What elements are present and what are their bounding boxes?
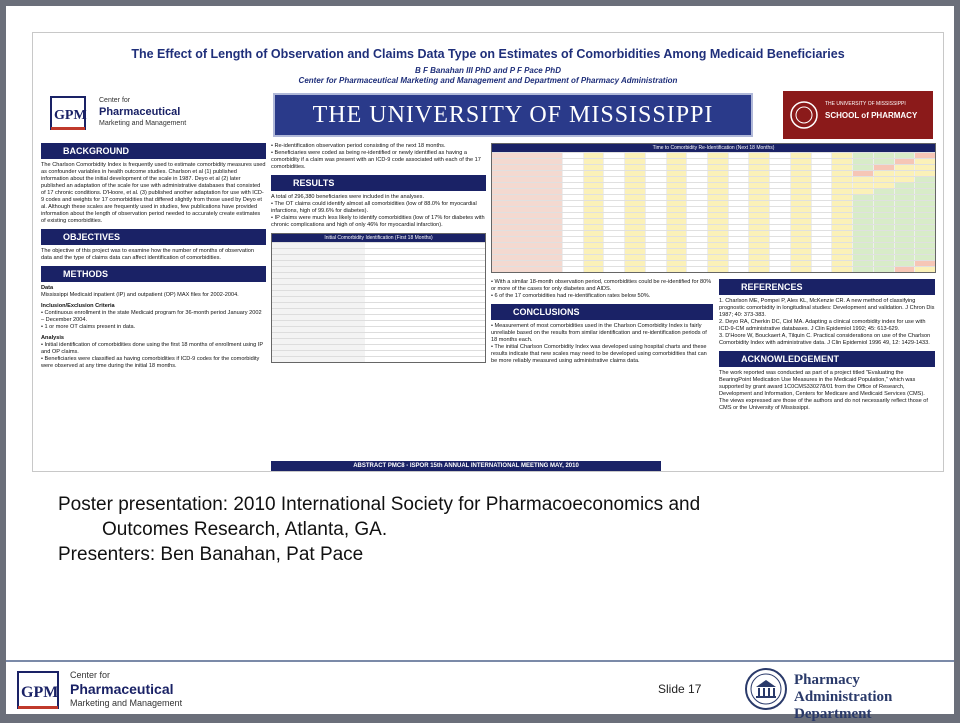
seal-icon — [789, 100, 819, 130]
methods-analysis: Analysis • Initial identification of comorbidities done using the first 18 months of enrollment using IP and OP claims. • Beneficiaries were classified as having comorbidities if ICD-9 codes for the comorbidity were observed at any time during the initial 18 months. — [41, 335, 263, 369]
slide-caption — [58, 492, 918, 567]
footer-logo-line2: Pharmaceutical — [70, 681, 174, 697]
conclusions-heading: CONCLUSIONS — [491, 304, 713, 320]
poster-column-1 — [41, 143, 266, 374]
table-row — [272, 260, 485, 266]
reidentification-table — [491, 143, 936, 273]
table-row — [492, 188, 935, 194]
poster-affiliation: Center for Pharmaceutical Marketing and Management and Department of Pharmacy Administration — [298, 76, 678, 85]
table-row — [492, 266, 935, 272]
table-row — [492, 152, 935, 158]
poster-column-3 — [491, 143, 936, 416]
table-row — [492, 242, 935, 248]
references-text: 1. Charlson ME, Pompei P, Ales KL, McKenzie CR. A new method of classifying prognostic comorbidity in longitudinal studies: Development and validation. J Chron Dis 1987; 40: 373-383. 2. Deyo RA, Cherkin DC, Ciol MA. Adapting a clinical comorbidity index for use with ICD-9-CM administrative databases. J Clin Epidemiol 1992; 45: 613-629. 3. D'Hoore W, Bouckaert A, Tilquin C. Practical considerations on use of the Charlson Comorbidity Index with administrative data. J Clin Epidemiol 1996 49, 12: 1429-1433. — [719, 298, 935, 346]
footer-logo-line1: Center for — [70, 670, 111, 680]
abstract-bar: ABSTRACT PMC8 - ISPOR 15th ANNUAL INTERNATIONAL MEETING MAY, 2010 — [271, 461, 661, 471]
acknowledgement-text: The work reported was conducted as part of a project titled "Evaluating the BearingPoint Medication Use Measures in the Medicaid Population," which was supported by grant award 1C0CMS330278/01 from the Office of Research, Development and Information, Centers for Medicare and Medicaid Services (CMS). The views expressed are those of the authors and do not necessarily reflect those of CMS or the University of Mississippi. — [719, 370, 928, 411]
table-row — [492, 230, 935, 236]
university-banner-text: THE UNIVERSITY OF MISSISSIPPI — [312, 102, 714, 128]
svg-text:GPM: GPM — [21, 684, 59, 701]
table-row — [492, 236, 935, 242]
table-row — [272, 356, 485, 362]
table-row — [492, 176, 935, 182]
building-seal-icon — [744, 667, 788, 711]
table-row — [492, 248, 935, 254]
caption-line-1: Poster presentation: 2010 International Society for Pharmacoeconomics and — [58, 494, 701, 515]
table-row — [272, 284, 485, 290]
table-row — [272, 314, 485, 320]
university-banner — [273, 93, 753, 137]
caption-line-2: Outcomes Research, Atlanta, GA. — [102, 519, 388, 540]
logo-right-line1: THE UNIVERSITY OF MISSISSIPPI — [825, 101, 906, 107]
table-row — [272, 338, 485, 344]
poster-cpmm-logo — [49, 91, 239, 141]
footer-logo-line3: Marketing and Management — [70, 698, 183, 708]
dept-line-2: Department — [794, 706, 872, 722]
dept-line-1: Pharmacy Administration — [794, 672, 893, 705]
initial-table-title: Initial Comorbidity Identification (First 18 Months) — [272, 234, 485, 242]
table-row — [272, 254, 485, 260]
logo-right-line2: SCHOOL of PHARMACY — [825, 111, 918, 120]
col3-bullets: • With a similar 18-month observation period, comorbidities could be re-identified for 80% or more of the cases for only diabetes and AIDS. • 6 of the 17 comorbidities had re-identification rates below 50%. — [491, 279, 712, 299]
table-row — [272, 242, 485, 248]
initial-identification-table — [271, 233, 486, 363]
table-row — [272, 302, 485, 308]
poster-column-2 — [271, 143, 486, 366]
table-row — [492, 212, 935, 218]
methods-criteria: Inclusion/Exclusion Criteria • Continuous enrollment in the state Medicaid program for 36-month period January 2002 – December 2004. • 1 or more OT claims present in data. — [41, 303, 262, 330]
results-heading: RESULTS — [271, 175, 486, 191]
cpmm-mark-icon — [16, 668, 62, 712]
results-text: A total of 296,380 beneficiaries were included in the analyses. • The OT claims could identify almost all comorbidities (low of 88.0% for myocardial infarctions, high of 99.6% for diabetes). • IP claims were much less likely to identify comorbidities (low of 17% for diabetes with chronic complications and high of only 46% for myocardial infarction). — [271, 194, 485, 228]
table-row — [492, 218, 935, 224]
methods-heading: METHODS — [41, 266, 266, 282]
table-row — [272, 278, 485, 284]
references-heading: REFERENCES — [719, 279, 935, 295]
school-of-pharmacy-logo — [783, 91, 933, 139]
objectives-heading: OBJECTIVES — [41, 229, 266, 245]
poster-title: The Effect of Length of Observation and Claims Data Type on Estimates of Comorbidities Among Medicaid Beneficiaries — [131, 47, 845, 61]
table-row — [272, 266, 485, 272]
table-row — [492, 170, 935, 176]
pharmacy-administration-logo — [744, 666, 950, 722]
table-row — [492, 194, 935, 200]
reid-table-title: Time to Comorbidity Re-Identification (Next 18 Months) — [492, 144, 935, 152]
col2-intro: • Re-identification observation period consisting of the next 18 months. • Beneficiaries were coded as being re-identified or newly identified as having a comorbidity if a claim was present with an ICD-9 code associated with each of the 17 comorbidities. — [271, 143, 481, 170]
methods-data: Data Mississippi Medicaid inpatient (IP) and outpatient (OP) MAX files for 2002-2004. — [41, 285, 239, 298]
table-row — [272, 326, 485, 332]
table-row — [272, 308, 485, 314]
logo-line1: Center for — [99, 97, 131, 104]
slide — [6, 6, 954, 722]
objectives-text: The objective of this project was to examine how the number of months of observation data and the type of claims data can affect identification of comorbidities. — [41, 248, 254, 261]
table-row — [492, 254, 935, 260]
footer-cpmm-logo — [16, 668, 216, 712]
table-row — [272, 296, 485, 302]
table-row — [272, 350, 485, 356]
table-row — [492, 260, 935, 266]
table-row — [272, 344, 485, 350]
table-row — [272, 248, 485, 254]
cpmm-mark-icon — [49, 91, 89, 135]
caption-line-3: Presenters: Ben Banahan, Pat Pace — [58, 544, 364, 565]
table-row — [272, 290, 485, 296]
svg-text:GPM: GPM — [54, 108, 87, 123]
acknowledgement-heading: ACKNOWLEDGEMENT — [719, 351, 935, 367]
table-row — [492, 158, 935, 164]
background-heading: BACKGROUND — [41, 143, 266, 159]
table-row — [272, 332, 485, 338]
table-row — [492, 224, 935, 230]
table-row — [492, 182, 935, 188]
logo-line3: Marketing and Management — [99, 120, 187, 127]
table-row — [492, 206, 935, 212]
table-row — [492, 200, 935, 206]
table-row — [272, 320, 485, 326]
conclusions-text: • Measurement of most comorbidities used in the Charlson Comorbidity Index is fairly unreliable based on the results from similar identification and re-identification periods of 18 months each. • The initial Charlson Comorbidity Index was developed using hospital charts and these results indicate that new scales may need to be developed using comorbidities that can be more reliably measured using administrative claims data. — [491, 323, 707, 364]
footer-rule — [6, 660, 954, 662]
poster-image — [32, 32, 944, 472]
pharmacy-administration-text — [794, 672, 950, 723]
slide-number: Slide 17 — [658, 682, 702, 696]
poster-authors: B F Banahan III PhD and P F Pace PhD — [415, 66, 561, 75]
logo-line2: Pharmaceutical — [99, 106, 181, 118]
table-row — [272, 272, 485, 278]
background-text: The Charlson Comorbidity Index is frequently used to estimate comorbidity measures used as confounder variables in health outcome studies. Charlson et al (1) published information about the initial development of the scale in 1987. Deyo et al (2) later published an adaptation of the scale for use with administrative databases that consisted of 17 chronic conditions. D'Hoore, et al. (3) published another adaptation for use with ICD-9 codes and weights for 17 comorbidities that differed slightly from those used by Deyo et al. Although these scales are frequently used in studies, few publications have provided information about the length of observation period needed to accurately create estimates of existing comorbidities. — [41, 162, 266, 224]
table-row — [492, 164, 935, 170]
